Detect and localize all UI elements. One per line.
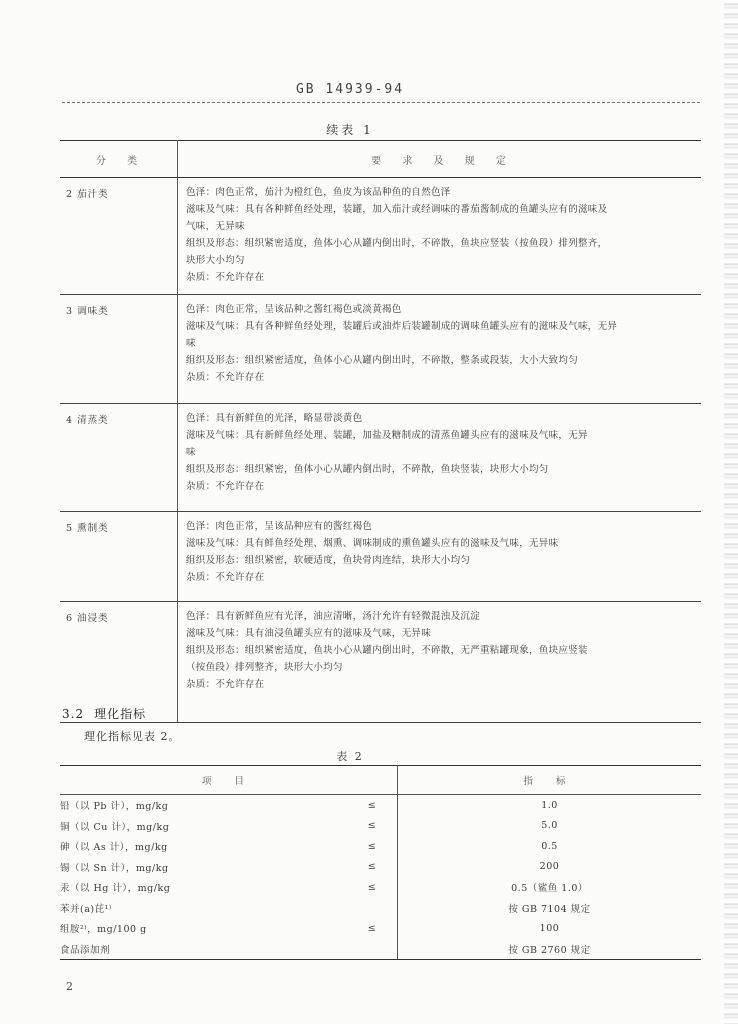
table2-header-row: [60, 766, 701, 795]
requirement-line: 味: [186, 338, 196, 349]
requirement-line: 块形大小均匀: [186, 255, 245, 266]
requirement-line: 滋味及气味：具有油浸鱼罐头应有的滋味及气味，无异味: [186, 628, 432, 639]
item-name: 砷（以 As 计），mg/kg: [60, 842, 168, 854]
section-title: 理化指标: [94, 707, 147, 721]
limit-value: 按 GB 7104 规定: [508, 903, 591, 915]
page-number: 2: [66, 980, 73, 993]
category-label: 6 油浸类: [66, 613, 109, 624]
table2-col-item: 项 目: [60, 766, 398, 795]
comparison-symbol: ≤: [347, 918, 398, 939]
table-row: [60, 404, 701, 512]
table-row: [60, 836, 701, 857]
comparison-symbol: ≤: [347, 857, 398, 878]
requirement-line: 组织及形态：组织紧密，软硬适度，鱼块骨肉连结，块形大小均匀: [186, 555, 471, 566]
limit-value: 按 GB 2760 规定: [398, 939, 702, 960]
table2-col-value: 指 标: [398, 766, 702, 795]
comparison-symbol: ≤: [347, 836, 398, 857]
requirement-line: 色泽：肉色正常，茄汁为橙红色，鱼皮为该品种鱼的自然色泽: [186, 187, 451, 198]
requirement-line: 杂质：不允许存在: [186, 272, 265, 283]
requirement-line: 杂质：不允许存在: [186, 372, 265, 383]
item-name: 组胺²⁾，mg/100 g: [60, 924, 147, 936]
table-row: [60, 602, 701, 723]
category-label: 3 调味类: [66, 306, 109, 317]
item-name: 铅（以 Pb 计），mg/kg: [60, 801, 169, 813]
requirement-line: 杂质：不允许存在: [186, 572, 265, 583]
table-row: [60, 512, 701, 602]
requirement-line: 滋味及气味：具有各种鲜鱼经处理，装罐后或油炸后装罐制成的调味鱼罐头应有的滋味及气味，无异: [186, 321, 618, 332]
requirement-line: 组织及形态：组织紧密适度，鱼体小心从罐内倒出时，不碎散，鱼块应竖装（按鱼段）排列整齐，: [186, 238, 608, 249]
requirement-line: 组织及形态：组织紧密适度，鱼块小心从罐内倒出时，不碎散，无严重粘罐现象，鱼块应竖装: [186, 645, 588, 656]
requirement-line: 色泽：肉色正常，呈该品种应有的酱红褐色: [186, 521, 373, 532]
category-label: 2 茄汁类: [66, 189, 109, 200]
limit-value: 1.0: [541, 799, 558, 811]
category-label: 4 清蒸类: [66, 415, 109, 426]
comparison-symbol: [347, 939, 398, 960]
limit-value: 0.5（鲨鱼 1.0）: [511, 883, 588, 895]
requirement-line: 滋味及气味：具有新鲜鱼经处理、装罐，加盐及糖制成的清蒸鱼罐头应有的滋味及气味，无异: [186, 430, 588, 441]
item-name: 锡（以 Sn 计），mg/kg: [60, 862, 169, 874]
table2-caption: 表 2: [336, 750, 364, 763]
comparison-symbol: [347, 898, 398, 919]
table-row: [60, 877, 701, 898]
item-name: 食品添加剂: [60, 939, 347, 960]
comparison-symbol: ≤: [347, 877, 398, 898]
limit-value: 0.5: [541, 840, 558, 852]
item-name: 铜（以 Cu 计），mg/kg: [60, 821, 170, 833]
section-heading: [62, 705, 146, 722]
section-number: 3.2: [62, 707, 85, 721]
limit-value: 5.0: [541, 820, 558, 832]
table-row: [60, 939, 701, 960]
requirement-line: 滋味及气味：具有鲜鱼经处理、烟熏、调味制成的熏鱼罐头应有的滋味及气味，无异味: [186, 538, 559, 549]
category-label: 5 熏制类: [66, 523, 109, 534]
item-name: 苯并(a)芘¹⁾: [60, 903, 112, 915]
requirement-line: 杂质：不允许存在: [186, 481, 265, 492]
requirement-line: 色泽：肉色正常，呈该品种之酱红褐色或淡黄褐色: [186, 304, 402, 315]
section-text: 理化指标见表 2。: [84, 730, 181, 743]
standard-code-header: GB 14939-94: [295, 82, 405, 97]
requirement-line: 组织及形态：组织紧密适度，鱼体小心从罐内倒出时，不碎散，整条或段装，大小大致均匀: [186, 355, 579, 366]
requirement-line: 色泽：具有新鲜鱼应有光泽，油应清晰，汤汁允许有轻微混浊及沉淀: [186, 611, 481, 622]
table-row: [60, 178, 701, 295]
comparison-symbol: ≤: [347, 795, 398, 816]
table-row: [60, 918, 701, 939]
comparison-symbol: ≤: [347, 816, 398, 837]
requirement-line: 组织及形态：组织紧密，鱼体小心从罐内倒出时，不碎散，鱼块竖装，块形大小均匀: [186, 464, 549, 475]
scan-edge-artifact: [724, 0, 738, 1024]
requirement-line: （按鱼段）排列整齐，块形大小均匀: [186, 662, 343, 673]
limit-value: 100: [539, 922, 560, 934]
table-row: [60, 898, 701, 919]
table1-caption: 续表 1: [326, 123, 374, 137]
requirement-line: 色泽：具有新鲜鱼的光泽，略显带淡黄色: [186, 413, 363, 424]
physicochemical-table: [60, 765, 701, 960]
requirement-line: 气味，无异味: [186, 221, 245, 232]
table-row: [60, 295, 701, 404]
sensory-requirements-table: [60, 140, 701, 723]
table1-col-category: 分 类: [60, 141, 178, 178]
table1-col-requirement: 要 求 及 规 定: [178, 141, 702, 178]
item-name: 汞（以 Hg 计），mg/kg: [60, 883, 171, 895]
header-divider: [62, 102, 700, 103]
table-row: [60, 816, 701, 837]
limit-value: 200: [539, 861, 560, 873]
table-row: [60, 857, 701, 878]
requirement-line: 杂质：不允许存在: [186, 679, 265, 690]
requirement-line: 味: [186, 447, 196, 458]
table1-header-row: [60, 141, 701, 178]
table-row: [60, 795, 701, 816]
requirement-line: 滋味及气味：具有各种鲜鱼经处理，装罐，加入茄汁或经调味的番茄酱制成的鱼罐头应有的滋味及: [186, 204, 608, 215]
